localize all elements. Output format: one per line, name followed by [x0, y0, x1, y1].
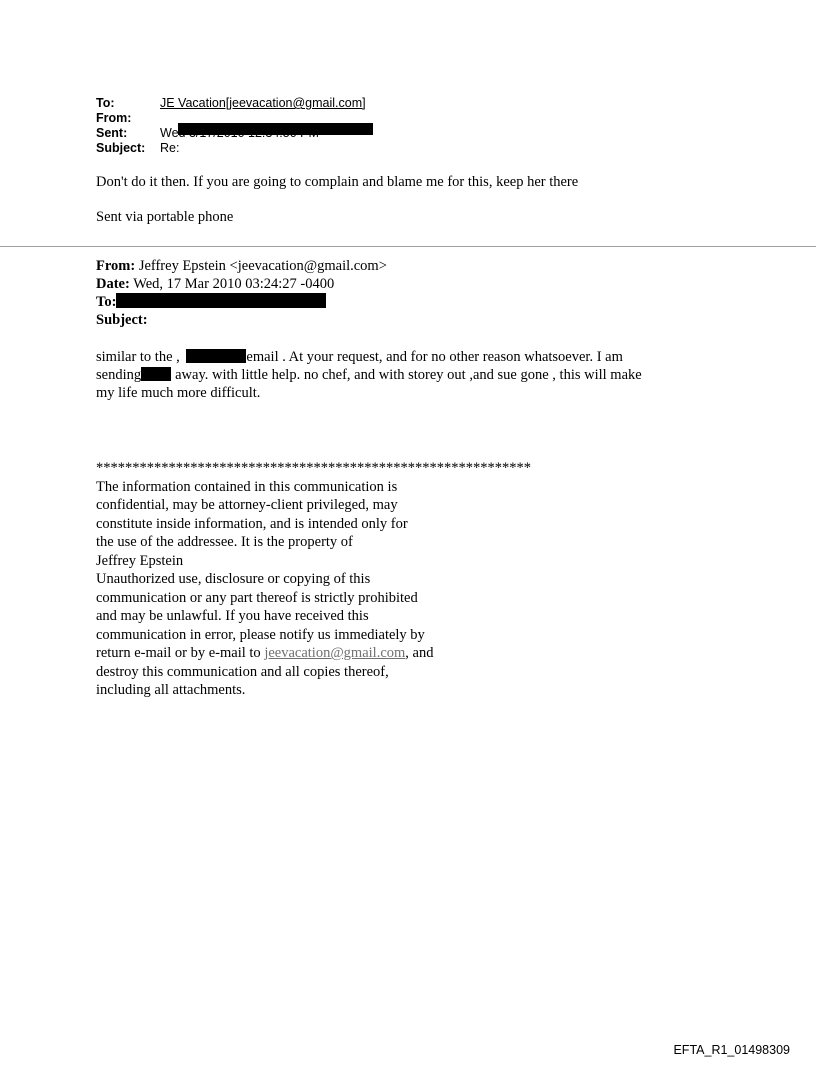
disclaimer-line: confidential, may be attorney-client privileged, may	[96, 497, 398, 513]
subject-value: Re:	[160, 141, 180, 155]
disclaimer-line: constitute inside information, and is intended only for	[96, 515, 408, 532]
disclaimer-line: The information contained in this communication is	[96, 478, 398, 495]
disclaimer-line: destroy this communication and all copies thereof,	[96, 663, 389, 680]
redaction-block	[141, 367, 171, 381]
header-sent-row	[96, 126, 380, 141]
disclaimer-line: and may be unlawful. If you have received this	[96, 608, 369, 624]
to-label: To:	[96, 96, 115, 110]
body-line-2-part-a: sending	[96, 367, 142, 383]
original-header	[96, 257, 387, 329]
body-line-1-part-b: email . At your request, and for no other reason whatsoever. I am	[246, 349, 623, 365]
from-label: From:	[96, 111, 132, 125]
redaction-block	[116, 293, 326, 308]
body-line-2-part-b: away. with little help. no chef, and with storey out ,and sue gone , this will make	[175, 367, 642, 383]
reply-body: Don't do it then. If you are going to complain and blame me for this, keep her there	[96, 174, 579, 190]
original-to-label: To:	[96, 294, 117, 310]
original-subject-row	[96, 311, 387, 329]
message-divider	[0, 246, 816, 247]
return-line-part-b: , and	[405, 645, 434, 661]
header-subject-row	[96, 141, 380, 156]
return-line-part-a: return e-mail or by e-mail to	[96, 645, 261, 661]
email-link[interactable]: jeevacation@gmail.com	[264, 645, 406, 661]
body-line-1	[96, 348, 736, 366]
original-to-row	[96, 293, 387, 311]
disclaimer-line: communication in error, please notify us immediately by	[96, 626, 425, 643]
sent-label: Sent:	[96, 126, 128, 140]
disclaimer-stars: ************************************************************	[96, 460, 531, 476]
original-from-row	[96, 257, 387, 275]
to-value: JE Vacation[jeevacation@gmail.com]	[160, 96, 366, 110]
original-from-label: From:	[96, 258, 136, 274]
document-id: EFTA_R1_01498309	[673, 1043, 790, 1057]
disclaimer-line: Unauthorized use, disclosure or copying of this	[96, 571, 371, 587]
disclaimer-line: the use of the addressee. It is the property of	[96, 534, 353, 550]
disclaimer-line: communication or any part thereof is strictly prohibited	[96, 589, 418, 606]
sent-value: Wed 3/17/2010 12:34:50 PM	[160, 126, 319, 140]
original-subject-label: Subject:	[96, 312, 148, 328]
disclaimer-return-line	[96, 644, 531, 663]
redaction-block	[186, 349, 246, 363]
original-body	[96, 348, 736, 402]
body-line-3: my life much more difficult.	[96, 385, 261, 401]
disclaimer-line: including all attachments.	[96, 682, 246, 698]
original-date-label: Date:	[96, 276, 130, 292]
header-to-row	[96, 96, 380, 111]
body-line-1-part-a: similar to the ,	[96, 349, 180, 365]
original-date-row	[96, 275, 387, 293]
original-from-value: Jeffrey Epstein <jeevacation@gmail.com>	[138, 258, 387, 274]
subject-label: Subject:	[96, 141, 146, 155]
confidentiality-disclaimer	[96, 459, 531, 700]
body-line-2	[96, 366, 736, 384]
original-date-value: Wed, 17 Mar 2010 03:24:27 -0400	[133, 276, 335, 292]
email-header	[96, 96, 380, 156]
header-from-row	[96, 111, 380, 126]
disclaimer-line: Jeffrey Epstein	[96, 552, 184, 569]
reply-signature: Sent via portable phone	[96, 209, 234, 225]
